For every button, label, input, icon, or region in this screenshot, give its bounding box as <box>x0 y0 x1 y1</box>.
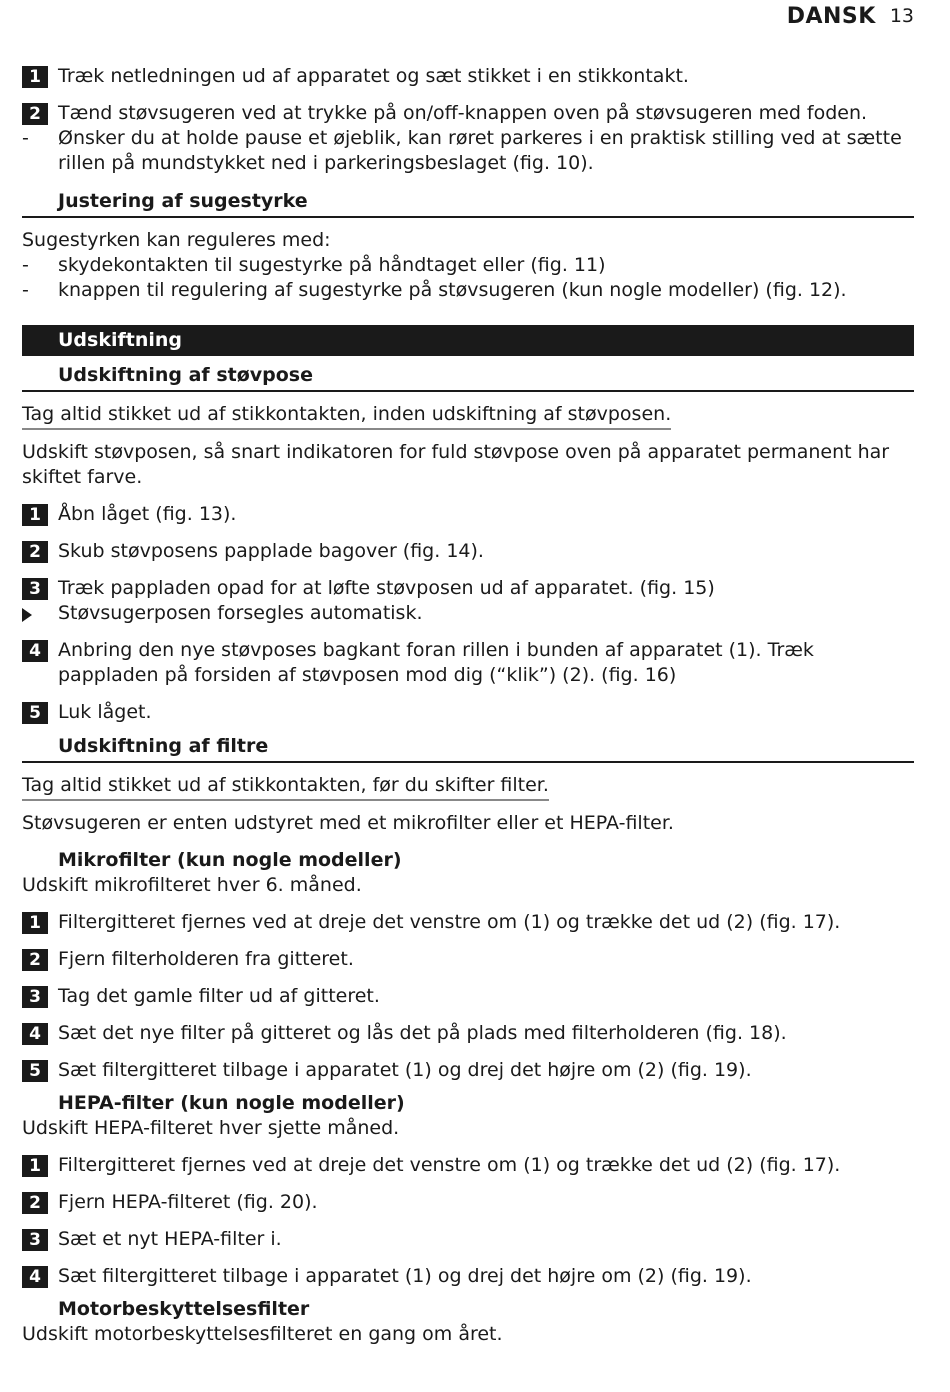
step-text: Træk netledningen ud af apparatet og sæt stikket i en stikkontakt. <box>58 65 689 87</box>
step-text: Anbring den nye støvposes bagkant foran rillen i bunden af apparatet (1). Træk pappladen på forsiden af støvposen mod dig (“klik”) (2). (fig. 16) <box>58 639 814 686</box>
bag-step-3-result <box>22 601 914 626</box>
hepa-step-4 <box>22 1264 914 1289</box>
step-number: 1 <box>22 912 48 934</box>
micro-step-4 <box>22 1021 914 1046</box>
step-number: 3 <box>22 986 48 1008</box>
result-arrow-icon <box>22 608 32 622</box>
step-number: 2 <box>22 949 48 971</box>
page-content <box>22 64 914 1347</box>
step-text: Filtergitteret fjernes ved at dreje det venstre om (1) og trække det ud (2) (fig. 17). <box>58 1154 841 1176</box>
step-number: 4 <box>22 640 48 662</box>
step-number: 5 <box>22 702 48 724</box>
filters-warning: Tag altid stikket ud af stikkontakten, før du skifter filter. <box>22 773 549 801</box>
suction-item: - skydekontakten til sugestyrke på håndtaget eller (fig. 11) <box>22 253 914 278</box>
page-header <box>787 0 914 32</box>
step-text: Tag det gamle filter ud af gitteret. <box>58 985 380 1007</box>
step-number: 2 <box>22 103 48 125</box>
step-text: Sæt filtergitteret tilbage i apparatet (1) og drej det højre om (2) (fig. 19). <box>58 1059 752 1081</box>
micro-step-1 <box>22 910 914 935</box>
hepa-intro: Udskift HEPA-filteret hver sjette måned. <box>22 1117 400 1139</box>
suction-intro: Sugestyrken kan reguleres med: <box>22 229 331 251</box>
hepa-step-2 <box>22 1190 914 1215</box>
bag-step-5 <box>22 700 914 725</box>
microfilter-intro: Udskift mikrofilteret hver 6. måned. <box>22 874 362 896</box>
hepa-step-1 <box>22 1153 914 1178</box>
step-number: 4 <box>22 1266 48 1288</box>
step-text: Skub støvposens papplade bagover (fig. 14). <box>58 540 484 562</box>
step-text: Sæt et nyt HEPA-filter i. <box>58 1228 282 1250</box>
language-label: DANSK <box>786 3 876 29</box>
bag-step-4 <box>22 638 914 688</box>
step-text: Åbn låget (fig. 13). <box>58 503 237 525</box>
step-number: 4 <box>22 1023 48 1045</box>
step-number: 1 <box>22 66 48 88</box>
result-text: Støvsugerposen forsegles automatisk. <box>58 602 423 624</box>
microfilter-heading: Mikrofilter (kun nogle modeller) <box>58 849 402 871</box>
step-number: 2 <box>22 541 48 563</box>
bag-step-1 <box>22 502 914 527</box>
bag-warning: Tag altid stikket ud af stikkontakten, inden udskiftning af støvposen. <box>22 402 671 430</box>
bag-step-2 <box>22 539 914 564</box>
usage-step-1 <box>22 64 914 89</box>
micro-step-5 <box>22 1058 914 1083</box>
step-number: 2 <box>22 1192 48 1214</box>
bag-intro: Udskift støvposen, så snart indikatoren for fuld støvpose oven på apparatet permanent har skiftet farve. <box>22 441 890 488</box>
suction-heading: Justering af sugestyrke <box>22 188 914 218</box>
hepa-step-3 <box>22 1227 914 1252</box>
step-text: Sæt det nye filter på gitteret og lås det på plads med filterholderen (fig. 18). <box>58 1022 787 1044</box>
usage-step-2-note: - Ønsker du at holde pause et øjeblik, kan røret parkeres i en praktisk stilling ved at sætte rillen på mundstykket ned i parkeringsbeslaget (fig. 10). <box>22 126 914 176</box>
step-text: Filtergitteret fjernes ved at dreje det venstre om (1) og trække det ud (2) (fig. 17). <box>58 911 841 933</box>
page-number: 13 <box>889 5 914 27</box>
step-number: 3 <box>22 1229 48 1251</box>
motor-filter-heading: Motorbeskyttelsesfilter <box>58 1298 310 1320</box>
step-text: Tænd støvsugeren ved at trykke på on/off-knappen oven på støvsugeren med foden. <box>58 102 868 124</box>
filters-heading: Udskiftning af filtre <box>22 733 914 763</box>
micro-step-2 <box>22 947 914 972</box>
usage-step-2 <box>22 101 914 126</box>
filters-intro: Støvsugeren er enten udstyret med et mikrofilter eller et HEPA-filter. <box>22 812 674 834</box>
step-text: Fjern HEPA-filteret (fig. 20). <box>58 1191 318 1213</box>
bag-step-3 <box>22 576 914 601</box>
step-text: Luk låget. <box>58 701 152 723</box>
step-number: 1 <box>22 1155 48 1177</box>
motor-filter-intro: Udskift motorbeskyttelsesfilteret en gang om året. <box>22 1323 503 1345</box>
bag-heading: Udskiftning af støvpose <box>22 362 914 392</box>
step-number: 3 <box>22 578 48 600</box>
section-bar-replacement: Udskiftning <box>22 325 914 356</box>
suction-item: - knappen til regulering af sugestyrke på støvsugeren (kun nogle modeller) (fig. 12). <box>22 278 914 303</box>
step-text: Træk pappladen opad for at løfte støvposen ud af apparatet. (fig. 15) <box>58 577 715 599</box>
step-text: Fjern filterholderen fra gitteret. <box>58 948 354 970</box>
step-text: Sæt filtergitteret tilbage i apparatet (1) og drej det højre om (2) (fig. 19). <box>58 1265 752 1287</box>
micro-step-3 <box>22 984 914 1009</box>
hepa-heading: HEPA-filter (kun nogle modeller) <box>58 1092 405 1114</box>
step-number: 5 <box>22 1060 48 1082</box>
step-number: 1 <box>22 504 48 526</box>
